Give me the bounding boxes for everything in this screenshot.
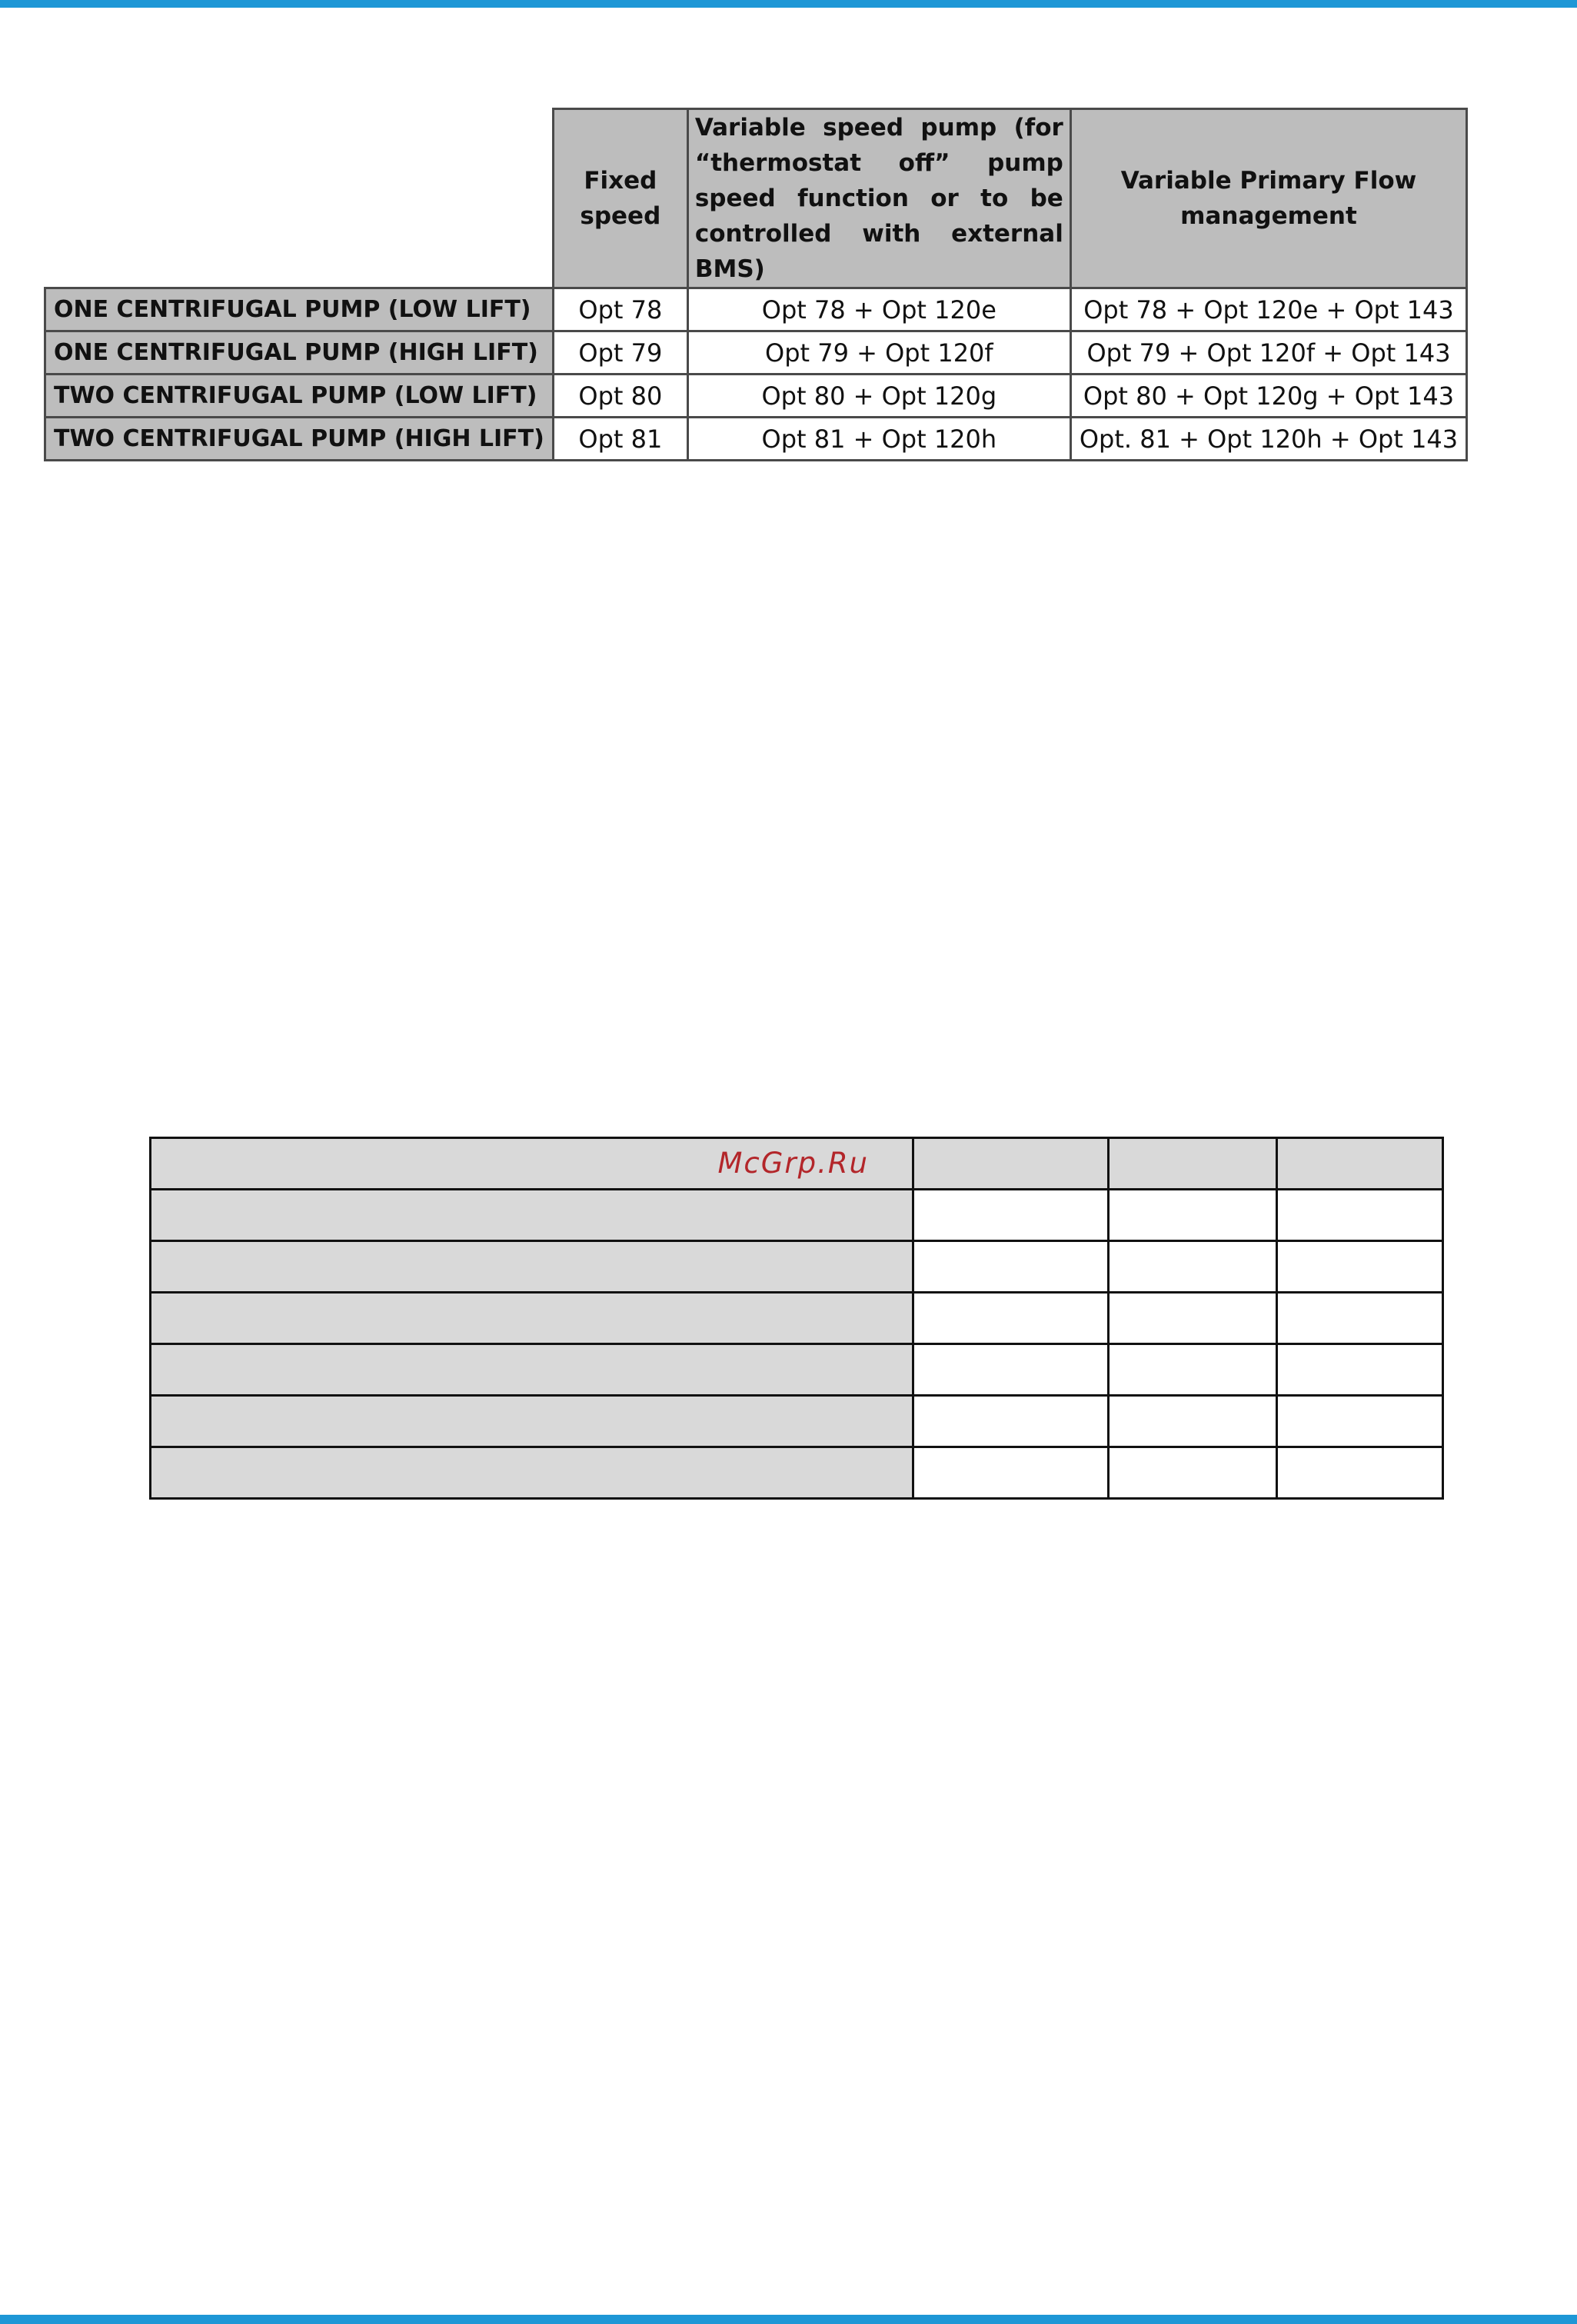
grid-value-cell	[1277, 1447, 1443, 1499]
header-variable-primary-flow: Variable Primary Flow management	[1070, 109, 1466, 288]
row-label: TWO CENTRIFUGAL PUMP (HIGH LIFT)	[45, 418, 554, 461]
header-fixed-speed: Fixed speed	[553, 109, 687, 288]
grid-row	[151, 1241, 1443, 1293]
table-row	[45, 288, 1467, 331]
grid-row	[151, 1190, 1443, 1241]
primary-flow-cell: Opt 80 + Opt 120g + Opt 143	[1070, 375, 1466, 418]
grid-row	[151, 1396, 1443, 1447]
grid-label-cell	[151, 1344, 913, 1396]
fixed-speed-cell: Opt 81	[553, 418, 687, 461]
fixed-speed-cell: Opt 80	[553, 375, 687, 418]
primary-flow-cell: Opt 79 + Opt 120f + Opt 143	[1070, 331, 1466, 375]
grid-label-cell	[151, 1190, 913, 1241]
primary-flow-cell: Opt. 81 + Opt 120h + Opt 143	[1070, 418, 1466, 461]
grid-header-cell	[1277, 1138, 1443, 1190]
grid-value-cell	[1109, 1447, 1277, 1499]
row-label: TWO CENTRIFUGAL PUMP (LOW LIFT)	[45, 375, 554, 418]
table-row	[45, 375, 1467, 418]
grid-value-cell	[913, 1344, 1109, 1396]
grid-value-cell	[913, 1396, 1109, 1447]
bottom-accent-bar	[0, 2315, 1577, 2324]
grid-value-cell	[913, 1241, 1109, 1293]
table-row	[45, 331, 1467, 375]
header-corner-cell	[45, 109, 554, 288]
grid-label-cell	[151, 1396, 913, 1447]
grid-value-cell	[913, 1190, 1109, 1241]
grid-value-cell	[913, 1293, 1109, 1344]
grid-value-cell	[1277, 1241, 1443, 1293]
variable-speed-cell: Opt 81 + Opt 120h	[687, 418, 1070, 461]
grid-value-cell	[1277, 1190, 1443, 1241]
row-label: ONE CENTRIFUGAL PUMP (LOW LIFT)	[45, 288, 554, 331]
header-variable-speed-pump: Variable speed pump (for “thermostat off” pump speed function or to be controlled with external BMS)	[687, 109, 1070, 288]
pump-options-table	[44, 108, 1468, 461]
grid-row	[151, 1344, 1443, 1396]
grid-row	[151, 1447, 1443, 1499]
grid-label-cell	[151, 1293, 913, 1344]
variable-speed-cell: Opt 79 + Opt 120f	[687, 331, 1070, 375]
grid-header-row	[151, 1138, 1443, 1190]
primary-flow-cell: Opt 78 + Opt 120e + Opt 143	[1070, 288, 1466, 331]
watermark-text: McGrp.Ru	[717, 1147, 869, 1180]
row-label: ONE CENTRIFUGAL PUMP (HIGH LIFT)	[45, 331, 554, 375]
grid-value-cell	[913, 1447, 1109, 1499]
grid-header-cell	[913, 1138, 1109, 1190]
grid-value-cell	[1109, 1396, 1277, 1447]
grid-value-cell	[1109, 1241, 1277, 1293]
grid-value-cell	[1277, 1344, 1443, 1396]
grid-value-cell	[1109, 1293, 1277, 1344]
blank-form-grid	[149, 1137, 1444, 1500]
table-row	[45, 418, 1467, 461]
top-accent-bar	[0, 0, 1577, 8]
fixed-speed-cell: Opt 79	[553, 331, 687, 375]
fixed-speed-cell: Opt 78	[553, 288, 687, 331]
table-header-row	[45, 109, 1467, 288]
grid-value-cell	[1277, 1293, 1443, 1344]
variable-speed-cell: Opt 80 + Opt 120g	[687, 375, 1070, 418]
grid-label-cell	[151, 1447, 913, 1499]
grid-value-cell	[1109, 1344, 1277, 1396]
grid-value-cell	[1109, 1190, 1277, 1241]
grid-label-cell	[151, 1241, 913, 1293]
grid-row	[151, 1293, 1443, 1344]
grid-value-cell	[1277, 1396, 1443, 1447]
grid-header-label-cell	[151, 1138, 913, 1190]
variable-speed-cell: Opt 78 + Opt 120e	[687, 288, 1070, 331]
grid-header-cell	[1109, 1138, 1277, 1190]
